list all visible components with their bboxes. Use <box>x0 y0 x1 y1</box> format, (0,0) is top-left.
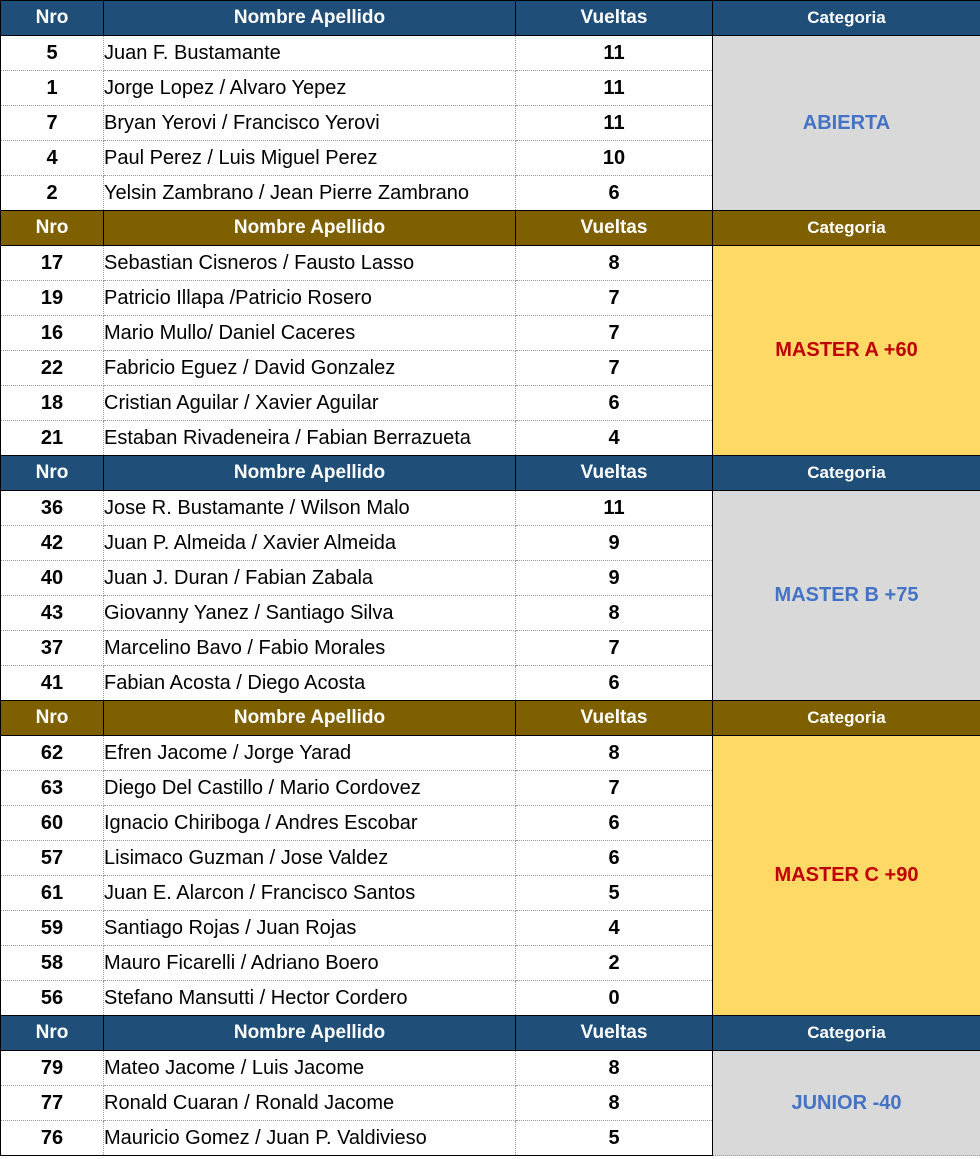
laps-cell: 5 <box>516 876 713 911</box>
laps-cell: 7 <box>516 281 713 316</box>
name-cell: Estaban Rivadeneira / Fabian Berrazueta <box>104 421 516 456</box>
nro-cell: 19 <box>1 281 104 316</box>
nro-cell: 22 <box>1 351 104 386</box>
category-label: JUNIOR -40 <box>713 1051 980 1156</box>
header-nro: Nro <box>1 1016 104 1051</box>
name-cell: Paul Perez / Luis Miguel Perez <box>104 141 516 176</box>
nro-cell: 58 <box>1 946 104 981</box>
nro-cell: 36 <box>1 491 104 526</box>
laps-cell: 11 <box>516 106 713 141</box>
table-row <box>1 491 980 526</box>
header-vueltas: Vueltas <box>516 456 713 491</box>
name-cell: Mauricio Gomez / Juan P. Valdivieso <box>104 1121 516 1156</box>
laps-cell: 10 <box>516 141 713 176</box>
name-cell: Juan F. Bustamante <box>104 36 516 71</box>
nro-cell: 18 <box>1 386 104 421</box>
laps-cell: 8 <box>516 736 713 771</box>
name-cell: Juan J. Duran / Fabian Zabala <box>104 561 516 596</box>
header-categoria: Categoria <box>713 701 980 736</box>
laps-cell: 11 <box>516 491 713 526</box>
header-nro: Nro <box>1 701 104 736</box>
name-cell: Ignacio Chiriboga / Andres Escobar <box>104 806 516 841</box>
nro-cell: 17 <box>1 246 104 281</box>
header-nombre-apellido: Nombre Apellido <box>104 211 516 246</box>
group-header-row <box>1 456 980 491</box>
header-categoria: Categoria <box>713 456 980 491</box>
laps-cell: 9 <box>516 526 713 561</box>
laps-cell: 7 <box>516 316 713 351</box>
nro-cell: 37 <box>1 631 104 666</box>
nro-cell: 57 <box>1 841 104 876</box>
nro-cell: 79 <box>1 1051 104 1086</box>
table-row <box>1 1051 980 1086</box>
name-cell: Stefano Mansutti / Hector Cordero <box>104 981 516 1016</box>
laps-cell: 11 <box>516 71 713 106</box>
name-cell: Diego Del Castillo / Mario Cordovez <box>104 771 516 806</box>
table-row <box>1 246 980 281</box>
nro-cell: 4 <box>1 141 104 176</box>
laps-cell: 4 <box>516 421 713 456</box>
laps-cell: 8 <box>516 246 713 281</box>
name-cell: Jose R. Bustamante / Wilson Malo <box>104 491 516 526</box>
name-cell: Jorge Lopez / Alvaro Yepez <box>104 71 516 106</box>
name-cell: Juan P. Almeida / Xavier Almeida <box>104 526 516 561</box>
results-body <box>1 1 980 1156</box>
laps-cell: 0 <box>516 981 713 1016</box>
laps-cell: 9 <box>516 561 713 596</box>
header-vueltas: Vueltas <box>516 1 713 36</box>
laps-cell: 7 <box>516 771 713 806</box>
name-cell: Cristian Aguilar / Xavier Aguilar <box>104 386 516 421</box>
header-nombre-apellido: Nombre Apellido <box>104 1016 516 1051</box>
nro-cell: 56 <box>1 981 104 1016</box>
name-cell: Ronald Cuaran / Ronald Jacome <box>104 1086 516 1121</box>
laps-cell: 7 <box>516 631 713 666</box>
laps-cell: 8 <box>516 1051 713 1086</box>
laps-cell: 11 <box>516 36 713 71</box>
nro-cell: 42 <box>1 526 104 561</box>
name-cell: Mario Mullo/ Daniel Caceres <box>104 316 516 351</box>
laps-cell: 8 <box>516 1086 713 1121</box>
nro-cell: 62 <box>1 736 104 771</box>
laps-cell: 6 <box>516 386 713 421</box>
name-cell: Fabian Acosta / Diego Acosta <box>104 666 516 701</box>
name-cell: Fabricio Eguez / David Gonzalez <box>104 351 516 386</box>
table-row <box>1 36 980 71</box>
laps-cell: 4 <box>516 911 713 946</box>
nro-cell: 60 <box>1 806 104 841</box>
header-nombre-apellido: Nombre Apellido <box>104 1 516 36</box>
header-categoria: Categoria <box>713 1 980 36</box>
nro-cell: 76 <box>1 1121 104 1156</box>
laps-cell: 6 <box>516 176 713 211</box>
table-row <box>1 736 980 771</box>
header-nombre-apellido: Nombre Apellido <box>104 701 516 736</box>
nro-cell: 21 <box>1 421 104 456</box>
header-nro: Nro <box>1 456 104 491</box>
laps-cell: 6 <box>516 806 713 841</box>
category-label: MASTER C +90 <box>713 736 980 1016</box>
name-cell: Sebastian Cisneros / Fausto Lasso <box>104 246 516 281</box>
name-cell: Patricio Illapa /Patricio Rosero <box>104 281 516 316</box>
group-header-row <box>1 211 980 246</box>
nro-cell: 59 <box>1 911 104 946</box>
name-cell: Marcelino Bavo / Fabio Morales <box>104 631 516 666</box>
name-cell: Efren Jacome / Jorge Yarad <box>104 736 516 771</box>
header-vueltas: Vueltas <box>516 701 713 736</box>
name-cell: Bryan Yerovi / Francisco Yerovi <box>104 106 516 141</box>
header-nro: Nro <box>1 1 104 36</box>
nro-cell: 41 <box>1 666 104 701</box>
header-nombre-apellido: Nombre Apellido <box>104 456 516 491</box>
name-cell: Juan E. Alarcon / Francisco Santos <box>104 876 516 911</box>
category-label: ABIERTA <box>713 36 980 211</box>
header-categoria: Categoria <box>713 1016 980 1051</box>
header-vueltas: Vueltas <box>516 1016 713 1051</box>
name-cell: Mauro Ficarelli / Adriano Boero <box>104 946 516 981</box>
nro-cell: 16 <box>1 316 104 351</box>
group-header-row <box>1 701 980 736</box>
category-label: MASTER A +60 <box>713 246 980 456</box>
group-header-row <box>1 1 980 36</box>
nro-cell: 61 <box>1 876 104 911</box>
laps-cell: 7 <box>516 351 713 386</box>
header-categoria: Categoria <box>713 211 980 246</box>
laps-cell: 6 <box>516 666 713 701</box>
nro-cell: 5 <box>1 36 104 71</box>
name-cell: Lisimaco Guzman / Jose Valdez <box>104 841 516 876</box>
nro-cell: 43 <box>1 596 104 631</box>
nro-cell: 63 <box>1 771 104 806</box>
name-cell: Santiago Rojas / Juan Rojas <box>104 911 516 946</box>
nro-cell: 1 <box>1 71 104 106</box>
name-cell: Giovanny Yanez / Santiago Silva <box>104 596 516 631</box>
laps-cell: 6 <box>516 841 713 876</box>
laps-cell: 8 <box>516 596 713 631</box>
name-cell: Yelsin Zambrano / Jean Pierre Zambrano <box>104 176 516 211</box>
name-cell: Mateo Jacome / Luis Jacome <box>104 1051 516 1086</box>
nro-cell: 2 <box>1 176 104 211</box>
nro-cell: 77 <box>1 1086 104 1121</box>
laps-cell: 2 <box>516 946 713 981</box>
group-header-row <box>1 1016 980 1051</box>
nro-cell: 7 <box>1 106 104 141</box>
header-nro: Nro <box>1 211 104 246</box>
laps-cell: 5 <box>516 1121 713 1156</box>
nro-cell: 40 <box>1 561 104 596</box>
header-vueltas: Vueltas <box>516 211 713 246</box>
category-label: MASTER B +75 <box>713 491 980 701</box>
